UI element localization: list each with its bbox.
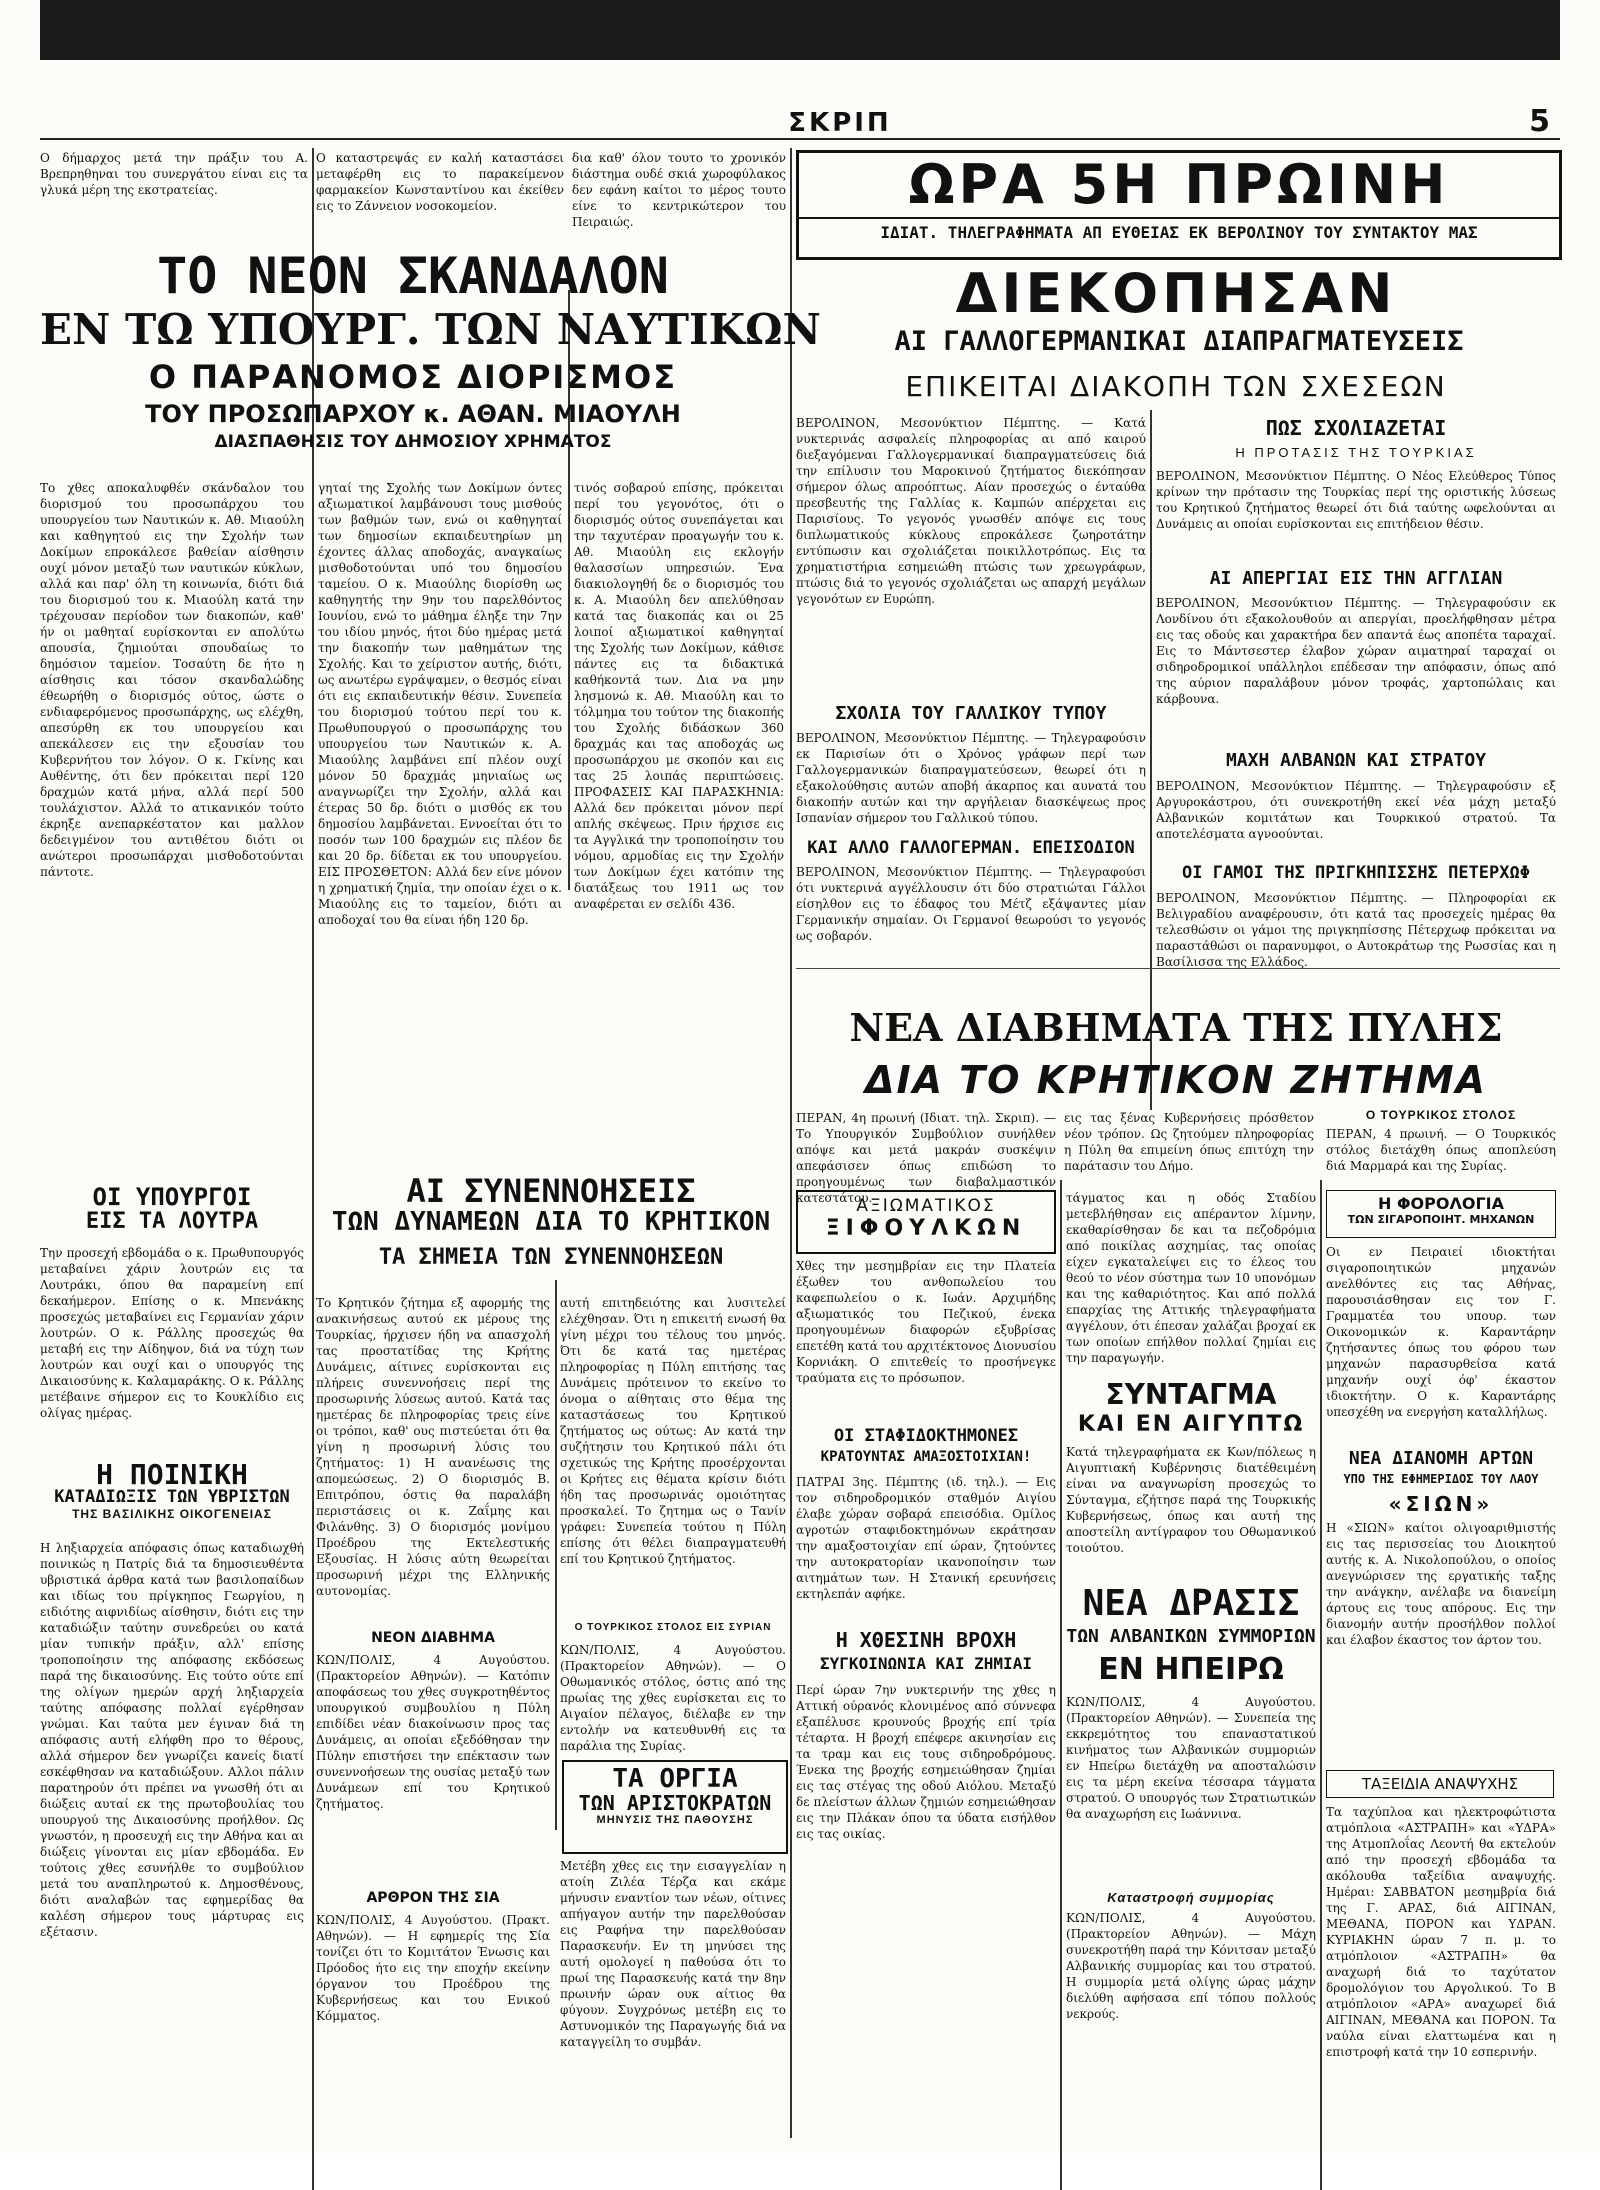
gangs-subsection-headline: Καταστροφή συμμορίας — [1107, 1890, 1275, 1905]
tax-body: Οι εν Πειραιεί ιδιοκτήται σιγαροποιητικών μηχανών ανελθόντες εις τας Αθήνας, παρουσιάσθησαν εις τον Γ. Γραμματέα του υπουρ. των Οικονομικών κ. Καραντάρην ζητήσαντες όπως του φόρου των μηχανών παρασυρθείσα κατά μηχανήν ουχί όφ' έκαστον ιδιοκτήτην. Ο κ. Καραντάρης υπεσχέθη να ενεργήση καταλλήλως. — [1326, 1245, 1556, 1419]
column-rule — [312, 1180, 314, 2190]
incident-headline: ΚΑΙ ΑΛΛΟ ΓΑΛΛΟΓΕΡΜΑΝ. ΕΠΕΙΣΟΔΙΟΝ — [807, 838, 1135, 858]
ora5-subheadline: ΑΙ ΓΑΛΛΟΓΕΡΜΑΝΙΚΑΙ ΔΙΑΠΡΑΓΜΑΤΕΥΣΕΙΣ — [894, 326, 1464, 357]
storm-subheadline: ΣΥΓΚΟΙΝΩΝΙΑ ΚΑΙ ΖΗΜΙΑΙ — [820, 1654, 1032, 1673]
scandal-deck-3: ΔΙΑΣΠΑΘΗΣΙΣ ΤΟΥ ΔΗΜΟΣΙΟΥ ΧΡΗΜΑΤΟΣ — [214, 432, 612, 452]
turkey-plans-deck: Η ΠΡΟΤΑΣΙΣ ΤΗΣ ΤΟΥΡΚΙΑΣ — [1235, 445, 1477, 460]
scandal-header — [40, 247, 821, 480]
entente-column-1: Το Κρητικόν ζήτημα εξ αφορμής της ανακινήσεως αυτού εκ μέρους της Τουρκίας, ήρχισεν ήδη να απασχολή τας προστατίδας της Κρήτης Δυνάμεις, αίτινες ευρίσκονται εις πλήρεις συνεννοήσεις περί της προσωρινής λύσεως αυτού. Κατά τας ημετέρας δε πληροφορίας τρεις είνε οι τρόποι, καθ' ους πιστεύεται ότι θα γίνη η προσωρινή λύσις του ζητήματος: 1) Η ανανέωσις της απομεώσεως. 2) Ο διορισμός Β. Επιτρόπου, όστις θα παραλάβη περιστάσεις οι κ. Ζαΐμης και Φιλάνθης. 3) Ο διορισμός μονίμου Προέδρου της Εκτελεστικής Εξουσίας. Η λύσις αύτη θεωρείται προσωρινή μέχρι της Ελληνικής αυτονομίας. — [316, 1296, 550, 1598]
ximatikos-headline: ΑΞΙΩΜΑΤΙΚΟΣ — [856, 1196, 996, 1216]
french-press-body: ΒΕΡΟΛΙΝΟΝ, Μεσονύκτιον Πέμπτης. — Τηλεγραφούσιν εκ Παρισίων ότι ο Χρόνος γράφων περί των Γαλλογερμανικών διαπραγματεύσεων, θεωρεί ότι η εξακολούθησις αυτών αποβή άκαρπος και αυνατά του διακοπήν αυτών και την αργήλειαν διασκέψεως προς Ισπανίαν σήμερον του Γαλλικού τύπου. — [796, 731, 1146, 825]
fleet-headline: Ο ΤΟΥΡΚΙΚΟΣ ΣΤΟΛΟΣ — [1365, 1108, 1517, 1122]
entente-column-2: αυτή επιτηδειότης και λυσιτελεί ελέχθησαν. Ότι η επικειτή ενωσή θα γίνη μέχρι του τέλους του μηνός. Ότι δε κατά τας ημετέρας πληροφορίας η Πύλη επιτήσης τας Δυνάμεις πρότεινον το εκείνο το όνομα ο αίθηταις στο θέμα της καταστάσεως του Κρητικού ζητήματος ως ούτως: Αν κατά την συζήτησιν του Κρητικού πάλι ότι σχετικώς της Κρήτης προσέρχονται οι Κρήτες εις θέματα κρίσιν διότι ήδη τας προσωρινάς ομοιότητας προσκαλεί. Το ζητημα ως ο Τανίν γράφει: Συνεπεία τούτου η Πύλη επίσης ότι θέλει διαπραγματευθή επί του Κρητικού ζητήματος. — [560, 1296, 786, 1566]
neon-diavima-headline: ΝΕΟΝ ΔΙΑΒΗΜΑ — [371, 1630, 495, 1646]
porte-headline: ΝΕΑ ΔΙΑΒΗΜΑΤΑ ΤΗΣ ΠΥΛΗΣ — [849, 1005, 1503, 1050]
entente-subheadline: ΤΩΝ ΔΥΝΑΜΕΩΝ ΔΙΑ ΤΟ ΚΡΗΤΙΚΟΝ — [331, 1206, 771, 1237]
orgia-headline: ΤΑ ΟΡΓΙΑ — [612, 1764, 738, 1794]
arthron-body: ΚΩΝ/ΠΟΛΙΣ, 4 Αυγούστου. (Πρακτ. Αθηνών). — Η εφημερίς της Σία τονίζει ότι το Κομιτάτον Ένωσις και Πρόοδος ήτο εις την εποχήν εκείνην όργανον του Προέδρου της Κυβερνήσεως και του Ενικού Κόμματος. — [316, 1913, 550, 2023]
criminal-subheadline: ΚΑΤΑΔΙΩΞΙΣ ΤΩΝ ΥΒΡΙΣΤΩΝ — [54, 1487, 290, 1508]
turk-fleet-small-body: ΚΩΝ/ΠΟΛΙΣ, 4 Αυγούστου. (Πρακτορείον Αθηνών). — Ο Οθωμανικός στόλος, όστις από της πρωίας της χθες ευρίσκεται εις το Αιγαίον πέλαγος, διέλαβε εν την εντολήν να κατευθυνθή εις τα παράλια της Συρίας. — [560, 1643, 786, 1753]
storm-headline: Η ΧΘΕΣΙΝΗ ΒΡΟΧΗ — [835, 1628, 1017, 1652]
gangs-headline: ΝΕΑ ΔΡΑΣΙΣ — [1082, 1583, 1300, 1624]
tax-box — [1326, 1190, 1556, 1238]
staphida-subheadline: ΚΡΑΤΟΥΝΤΑΣ ΑΜΑΞΟΣΤΟΙΧΙΑΝ! — [820, 1449, 1032, 1465]
tax-headline: Η ΦΟΡΟΛΟΓΙΑ — [1377, 1194, 1504, 1213]
wedding-headline: ΟΙ ΓΑΜΟΙ ΤΗΣ ΠΡΙΓΚΗΠΙΣΣΗΣ ΠΕΤΕΡΧΩΦ — [1182, 863, 1530, 883]
ora5-headline: ΩΡΑ 5Η ΠΡΩΙΝΗ — [908, 153, 1450, 216]
porte-column-1: ΠΕΡΑΝ, 4η πρωινή (Ιδιατ. τηλ. Σκριπ). — Το Υπουργικόν Συμβούλιον συνήλθεν απόψε και μετά μακράν συσκέψιν απεφάσισεν όπως επιδώση το προηγουμένως των διαβαλμαστικόν κατεστάτου. — [796, 1111, 1056, 1205]
scandal-column-1: Το χθες αποκαλυφθέν σκάνδαλον του διορισμού του προσωπάρχου του υπουργείου των Ναυτικών κ. Αθ. Μιαούλη και καθηγητού εις την Σχολήν των Δοκίμων επροκάλεσε βαθείαν αίσθησιν ουχί μόνον μεταξύ των ναυτικών κύκλων, αλλά και παρ' όλη τη κοινωνία, διότι διά του διορισμού του κ. Μιαούλη κατά την τρέχουσαν περίοδον των διακοπών, καθ' ήν οι μαθηταί ευρίσκονται εν απολύτω απουσία, ζημιούται σπουδαίως το δημόσιον ταμείον. Τοσαύτη δε ήτο η αίσθησις και τόσον σκανδαλώδης έθεωρήθη ο διορισμός ούτος, ώστε ο ενδιαφερόμενος προσωπάρχης, ως ελέχθη, απεσύρθη εκ του υπουργείου και απεκάλεσεν εις την εξουσίαν του Κυβερνήτου τον λόγον. Ο κ. Γκίνης και Αυθέντης, ότι δεν πρόκειται περί 120 δραχμών κατά μήνα, αλλά περί 500 τουλάχιστον. Αλλά το ατικανικόν τούτο έκρηξε ανεπαρκέστατον και μαλλον δεδειγμένον του αντιθέτου διότι οι ανώτεροι προσωπάρχαι μισθοδοτούνται πάντοτε. — [40, 481, 304, 879]
column-rule — [555, 1280, 557, 1830]
baths-headline: ΟΙ ΥΠΟΥΡΓΟΙ — [92, 1183, 252, 1211]
excursions-box — [1326, 1770, 1554, 1798]
entente-headline: ΑΙ ΣΥΝΕΝΝΟΗΣΕΙΣ — [406, 1172, 696, 1210]
scandal-subheadline: ΕΝ ΤΩ ΥΠΟΥΡΓ. ΤΩΝ ΝΑΥΤΙΚΩΝ — [40, 305, 821, 354]
incident-body: ΒΕΡΟΛΙΝΟΝ, Μεσονύκτιον Πέμπτης. — Τηλεγραφούσι ότι νυκτερινά αγγέλλουσιν ότι δύο στρατιώται Γάλλοι είσηλθον εις το έδαφος του Μέτζ εξάψαντες μίαν Γερμανικήν σημαίαν. Οι Γερμανοί θεωρούσι το γεγονός ως σοβαρόν. — [796, 865, 1146, 943]
berlin-report-body: ΒΕΡΟΛΙΝΟΝ, Μεσονύκτιον Πέμπτης. — Κατά νυκτερινάς ασφαλείς πληροφορίας αι από καιρού διεξαγόμεναι Γαλλογερμανικαί διαπραγματεύσεις διά την επίλυσιν του Μαροκινού ζητήματος διεκόπησαν σήμερον όλως απροόπτως. Αίαν προσεχώς ο ένταύθα πρεσβευτής της Γαλλίας κ. Καμπών απέρχεται εις Παρισίους. Το γεγονός γνωσθέν απόψε εις τους διπλωματικούς κύκλους επροκάλεσε ζωηροτάτην εντύπωσιν και σχολιάζεται ποικιλλοτρόπως. Εις τα χρηματιστήρια εσημειώθη πτώσις των χρεωγράφων, πτώσις διά το γεγονός σχολιάζεται ως απαρχή μεγάλων γεγονότων εν Ευρώπη. — [796, 416, 1146, 606]
bread-deck: «ΣΙΩΝ» — [1388, 1492, 1494, 1516]
albanians-headline: ΜΑΧΗ ΑΛΒΑΝΩΝ ΚΑΙ ΣΤΡΑΤΟΥ — [1225, 750, 1487, 771]
orgia-deck: ΜΗΝΥΣΙΣ ΤΗΣ ΠΑΘΟΥΣΗΣ — [596, 1814, 754, 1827]
page-number: 5 — [1529, 104, 1550, 139]
top-fragment-2: Ο καταστρεψάς εν καλή καταστάσει μεταφέρθη εις το παρακείμενον φαρμακείον Κωνσταντίνου και έκείθεν εις το Ζάννειον νοσοκομείον. — [316, 151, 564, 213]
arthron-headline: ΑΡΘΡΟΝ ΤΗΣ ΣΙΑ — [366, 1890, 500, 1906]
column-rule — [1060, 1180, 1062, 2190]
wedding-body: ΒΕΡΟΛΙΝΟΝ, Μεσονύκτιον Πέμπτης. — Πληροφορίαι εκ Βελιγραδίου αναφέρουσιν, ότι κατά τας προσεχείς ημέρας θα τελεσθώσιν οι γάμοι της πριγκηπίσσης Πέτερχωφ πρόκειται να παραστάθώσι οι παρανυμφοι, ο Αυτοκράτωρ της Ρωσσίας και η Βασίλισσα της Ελλάδος. — [1156, 891, 1556, 969]
excursions-body: Τα ταχύπλοα και ηλεκτροφώτιστα ατμόπλοια «ΑΣΤΡΑΠΗ» και «ΥΔΡΑ» της Ατμοπλοΐας Λεοντή θα εκτελούν από την προσεχή εβδομάδα τα ακόλουθα ταξείδια αναψυχής. Ημέραι: ΣΑΒΒΑΤΟΝ μεσημβρία διά της Γ. ΑΡΑΣ, διά ΑΙΓΙΝΑΝ, ΜΕΘΑΝΑ, ΠΟΡΟΝ και ΥΔΡΑΝ. ΚΥΡΙΑΚΗΝ ώραν 7 π. μ. το ατμόπλοιον «ΑΣΤΡΑΠΗ» θα αναχωρή διά το ταχύτατον δρομολόγιον του Αργολικού. Το Β ατμόπλοιον «ΑΡΑ» αναχωρεί διά ΑΙΓΙΝΑΝ, ΜΕΘΑΝΑ και ΠΟΡΟΝ. Τα ναύλα είναι ελαττωμένα και η επιστροφή κατά την 10 εσπερινήν. — [1326, 1805, 1556, 2059]
section-rule — [796, 968, 1560, 969]
ximatikos-subheadline: ΞΙΦΟΥΛΚΩΝ — [825, 1216, 1027, 1241]
scandal-deck-1: Ο ΠΑΡΑΝΟΜΟΣ ΔΙΟΡΙΣΜΟΣ — [148, 358, 678, 396]
ora5-box — [796, 150, 1562, 260]
turk-fleet-small-headline: Ο ΤΟΥΡΚΙΚΟΣ ΣΤΟΛΟΣ ΕΙΣ ΣΥΡΙΑΝ — [574, 1622, 772, 1633]
constitution-body: Κατά τηλεγραφήματα εκ Κων/πόλεως η Αιγυπτιακή Κυβέρνησις διατέθειμένη είναι να αναγνωρίση προσεχώς το Σύνταγμα, εζήτησε παρά της Τουρκικής Κυβερνήσεως, όπως και αυτή της αποστείλη αντίγραφον του Οθωμανικού τοιούτου. — [1066, 1445, 1316, 1555]
porte-column-2: εις τας ξένας Κυβερνήσεις πρόσθετον νέον τρόπον. Ως ζητούμεν πληροφορίας η Πύλη θα επιμείνη όπως επιτύχη την παράτασιν του Δήμο. — [1064, 1111, 1314, 1173]
tax-subheadline: ΤΩΝ ΣΙΓΑΡΟΠΟΙΗΤ. ΜΗΧΑΝΩΝ — [1347, 1213, 1535, 1226]
top-black-band — [40, 0, 1560, 60]
orgia-box — [562, 1760, 788, 1854]
excursions-headline: ΤΑΞΕΙΔΙΑ ΑΝΑΨΥΧΗΣ — [1361, 1775, 1519, 1793]
newspaper-name: ΣΚΡΙΠ — [788, 108, 892, 138]
french-press-headline: ΣΧΟΛΙΑ ΤΟΥ ΓΑΛΛΙΚΟΥ ΤΥΠΟΥ — [835, 703, 1107, 724]
criminal-deck: ΤΗΣ ΒΑΣΙΛΙΚΗΣ ΟΙΚΟΓΕΝΕΙΑΣ — [72, 1507, 272, 1522]
criminal-header — [40, 1460, 304, 1521]
criminal-body: Η ληξιαρχεία απόφασις όπως καταδιωχθή ποινικώς η Πατρίς διά τα δημοσιευθέντα υβριστικά άρθρα κατά των βασιλοπαίδων και ιδίως του πρίγκηπος Γεωργίου, η ειδιότης αιφνιδίως αίσθησιν, διότι εις την καταδιώξιν ταύτην συνεδρεύει ου κατά μίαν τυπικήν πράξιν, αλλ' επίσης τροποποίησιν της απόφασης εκδόσεως παρά της δικαιοσύνης. Εις τούτο ούτε επί της ολίγων ημερών αρχή ληξιαρχεία ταύτης απόφασης πολλαί εγέρθησαν γνώμαι. Και ταύτα μεν έγιναν διά τη απόφασις αυτή ελήφθη προ το θέρους, αλλά σήμερον δεν γνωρίζει κανείς διατί εσκέφθησαν να καταδιώξουν. Αλλοι πάλιν παρατηρούν ότι πρέπει να γνωσθή ότι αι διώξεις αυταί εκ της πρωτοβουλίας του υπουργού της Δικαιοσύνης προήλθον. Ως γνωστόν, η προσευχή εις την Αθήνα και αι διώξεις γίνονται εις μίαν εβδομάδα. Εν τούτοις χθες εσυνήλθε το συμβούλιον μετά του αναπληρωτού κ. Δημοσθένους, διότι αναλαβών τας εφημερίδας θα καλέση σήμερον τους μάρτυρας εις εξέτασιν. — [40, 1541, 304, 1939]
turkey-plans-headline: ΠΩΣ ΣΧΟΛΙΑΖΕΤΑΙ — [1265, 416, 1447, 440]
staphida-headline: ΟΙ ΣΤΑΦΙΔΟΚΤΗΜΟΝΕΣ — [833, 1426, 1019, 1446]
ora5-main-headline: ΔΙΕΚΟΠΗΣΑΝ — [955, 262, 1397, 325]
gangs-body: ΚΩΝ/ΠΟΛΙΣ, 4 Αυγούστου. (Πρακτορείον Αθηνών). — Συνεπεία της εκκρεμότητος του επαναστατικού κινήματος των Αλβανικών συμμοριών εν Ηπείρω διετάχθη να αποσταλώσιν εις τα μέρη εκείνα τέσσαρα τάγματα στρατού. Ο υπουργός των Στρατιωτικών θα αναχωρήση εις Ιωάννινα. — [1066, 1695, 1316, 1821]
strikes-headline: ΑΙ ΑΠΕΡΓΙΑΙ ΕΙΣ ΤΗΝ ΑΓΓΛΙΑΝ — [1209, 568, 1503, 589]
staphida-body: ΠΑΤΡΑΙ 3ης. Πέμπτης (ιδ. τηλ.). — Εις τον σιδηροδρομικόν σταθμόν Αιγίου έλαβε χώραν σοβαρά επεισόδια. Ομίλος αγροτών σταφιδοκτημόνων εκράτησαν την αμαξοστοιχίαν επί ώραν, ζητούντες την αυτοκρατορίαν ικανοποίησιν των αιτημάτων των. Η Στανική ερευνήσεις εκτηλεπάν αφήκε. — [796, 1475, 1056, 1601]
gangs-deck: ΕΝ ΗΠΕΙΡΩ — [1098, 1652, 1284, 1687]
fleet-body: ΠΕΡΑΝ, 4 πρωινή. — Ο Τουρκικός στόλος διετάχθη όπως αποπλεύση διά Μαρμαρά και της Συρίας. — [1326, 1127, 1556, 1173]
baths-header — [40, 1185, 304, 1233]
storm-body: Περί ώραν 7ην νυκτερινήν της χθες η Αττική ούρανός κλονιμένος από σύννεφα εξαπέλυσε κρουνούς βροχής επί τρία τέταρτα. Η βροχή επέφερε ακινησίαν εις τα τραμ και εις τους σιδηροδρόμους. Ένεκα της βροχής εσημειώθησαν ζημίαι εις τας στέγας της οδού Αιόλου. Μεταξύ δε πλείστων άλλων ζημιών εσημειώθησαν εις την Πλάκαν όπου τα ύδατα εισήλθον εις τας οικίας. — [796, 1683, 1056, 1841]
bread-headline: ΝΕΑ ΔΙΑΝΟΜΗ ΑΡΤΩΝ — [1348, 1448, 1534, 1469]
bread-subheadline: ΥΠΟ ΤΗΣ ΕΦΗΜΕΡΙΔΟΣ ΤΟΥ ΛΑΟΥ — [1343, 1472, 1539, 1486]
orgia-subheadline: ΤΩΝ ΑΡΙΣΤΟΚΡΑΤΩΝ — [578, 1791, 772, 1816]
ximatikos-box — [796, 1190, 1056, 1254]
constitution-headline: ΣΥΝΤΑΓΜΑ — [1105, 1378, 1277, 1411]
turkey-plans-body: ΒΕΡΟΛΙΝΟΝ, Μεσονύκτιον Πέμπτης. Ο Νέος Ελεύθερος Τύπος κρίνων την πρότασιν της Τουρκίας περί της οριστικής λύσεως του Κρητικού ζητήματος θεωρεί ότι διά ταύτης ωφελούνται αι Δυνάμεις αι οποίαι ευρίσκονται εις επιτήδειον θέσιν. — [1156, 469, 1556, 531]
scandal-deck-2: ΤΟΥ ΠΡΟΣΩΠΑΡΧΟΥ κ. ΑΘΑΝ. ΜΙΑΟΥΛΗ — [145, 400, 681, 428]
baths-body: Την προσεχή εβδομάδα ο κ. Πρωθυπουργός μεταβαίνει χάριν λουτρών εις τα Λουτράκι, όπου θα παραμείνη επί δεκαήμερον. Επίσης ο κ. Μπενάκης προσεχώς μεταβαίνει εις Γερμανίαν χάριν λουτρών. Ο κ. Ράλλης προσεχώς θα μεταβή εις την Αίδηψον, διά να τύχη των λουτρών και ουχί και ο υπουργός της Δικαιοσύνης κ. Καλαμαράκης. Ο κ. Ράλλης μετέβαινε σήμερον εις το Κουκλίδιο εις ολίγας ημέρας. — [40, 1246, 304, 1420]
ora5-tagline: ΙΔΙΑΤ. ΤΗΛΕΓΡΑΦΗΜΑΤΑ ΑΠ ΕΥΘΕΙΑΣ ΕΚ ΒΕΡΟΛΙΝΟΥ ΤΟΥ ΣΥΝΤΑΚΤΟΥ ΜΑΣ — [799, 217, 1559, 242]
column-rule — [1320, 1180, 1322, 2190]
top-fragment-3: δια καθ' όλον τουτο το χρονικόν διάστημα ουδέ σκιά χωροφύλακος δεν εφάνη καίτοι το μέρος τουτο είνε το κεντρικώτερον του Πειραιώς. — [572, 151, 786, 229]
criminal-headline: Η ΠΟΙΝΙΚΗ — [96, 1458, 248, 1491]
scandal-headline: ΤΟ ΝΕΟΝ ΣΚΑΝΔΑΛΟΝ — [157, 247, 669, 305]
top-fragment-1: Ο δήμαρχος μετά την πράξιν του Α. Βρεπρηθηναι του συνεργάτου είναι εις τα γλυκά μέρη της εκστρατείας. — [40, 151, 308, 197]
ximatikos-body: Χθες την μεσημβρίαν εις την Πλατεία έξωθεν του ανθοπωλείου του καφεπωλείου ο κ. Ιωάν. Αρχιμήδης αξιωματικός του Πεζικού, ένεκα προηγουμένων διαφορών εξυβρίσας επετέθη κατά του αρχιτέκτονος Διονυσίου Κορνιάκη. Ο επιτεθείς το προσήνεγκε τραύματα εις το πρόσωπον. — [796, 1259, 1056, 1385]
gangs-subsection-body: ΚΩΝ/ΠΟΛΙΣ, 4 Αυγούστου. (Πρακτορείον Αθηνών). — Μάχη συνεκροτήθη παρά την Κόνιτσαν μεταξύ Αλβανικής συμμορίας και του στρατού. Η συμμορία μετά ολίγης ώρας μάχην διελύθη αφήσασα επί τόπου πολλούς νεκρούς. — [1066, 1911, 1316, 2021]
baths-subheadline: ΕΙΣ ΤΑ ΛΟΥΤΡΑ — [85, 1209, 259, 1235]
scandal-column-3: τινός σοβαρού επίσης, πρόκειται περί του γεγονότος, ότι ο διορισμός ούτος συνεπάγεται και την ταχυτέραν προαγωγήν του κ. Αθ. Μιαούλη εις εκλογήν θαλασσίων υπηρεσιών. Ένα διακιολογηθή δε ο διορισμός του κ. Α. Μιαούλη δεν απελύθησαν κατά τας διακοπάς και οι 25 λοιποί αξιωματικοί καθηγηταί της Σχολής των Δοκίμων, κάθισε πάντες εις τα διδακτικά καθήκοντά των. Δια να μην λησμονώ κ. Αθ. Μιαούλη και το τόλμημα του τούτον της διακοπής του Σχολής διδάσκων 360 δραχμάς και τας αποδοχάς ως προσωπάρχου με σκοπόν και εις τας 25 λοιπάς περιπτώσεις. ΠΡΟΦΑΣΕΙΣ ΚΑΙ ΠΑΡΑΣΚΗΝΙΑ: Αλλά δεν πρόκειται μόνον περί απλής σκέψεως. Πριν ήρχισε εις τα Αγγλικά την τροποποίησιν του νόμου, αρμοδίας εις την Σχολήν των Δοκίμων έχει κατόπιν της διατάξεως του 1911 ως τον αναφέρεται εν σελίδι 436. — [574, 481, 784, 911]
bread-body: Η «ΣΙΩΝ» καίτοι ολιγοαριθμιστής εις τας περισσείας του Διοικητού αυτής κ. Α. Νικολοπούλου, ο οποίος ανεγνώρισεν της εργατικής ταξης την ανάγκην, ανέλαβε να διανείμη άρτους εις τους απόρους. Εις την διανομήν αυτήν προσήλθον πολλοί και έλαβον έκαστος τον άρτον του. — [1326, 1521, 1556, 1647]
storm-column-2: τάγματος και η οδός Σταδίου μετεβλήθησαν εις απέραντον λίμνην, εκαθαρίσθησαν δε και τα πεζοδρόμια από ποικίλας ασχημίας, τας οποίας είχεν εγκαταλείψει εις το έλεος του θεού το νέον σύστημα των 10 υπονόμων και της καθαριότητος. Και από πολλά επαρχίας της Αττικής τηλεγραφήματα αγγέλουν, ότι έπεσαν χαλάζαι βροχαί εκ των οποίων επήλθον πολλαί ζημίαι εις την παραγωγήν. — [1066, 1191, 1316, 1365]
gangs-subheadline: ΤΩΝ ΑΛΒΑΝΙΚΩΝ ΣΥΜΜΟΡΙΩΝ — [1066, 1626, 1316, 1647]
masthead — [40, 104, 1560, 140]
neon-diavima-body: ΚΩΝ/ΠΟΛΙΣ, 4 Αυγούστου. (Πρακτορείον Αθηνών). — Κατόπιν αποφάσεως του χθες συγκροτηθέντος υπουργικού συμβουλίου η Πύλη επιδίδει νέαν διακοίνωσιν προς τας Δυνάμεις, αι οποίαι εξεδόθησαν την Πύλην επιστήσει την επέκτασιν των συνεννοήσεων της ουσίας μεταξύ των Δυνάμεων επί του Κρητικού ζητήματος. — [316, 1653, 550, 1811]
strikes-body: ΒΕΡΟΛΙΝΟΝ, Μεσονύκτιον Πέμπτης. — Τηλεγραφούσιν εκ Λονδίνου ότι εξακολουθούν αι απεργίαι, προελήφθησαν μέτρα εις τας οδούς και χαρακτήρα δεν απαντά έως αποπέτα ταραχαί. Εις το Μάντσεστερ έλαβον χώραν αιματηραί ταραχαί οι σιδηροδρομικοί υπάλληλοι επέδεσαν την απόφασιν, όπως από της αύριον παραλάβουν μόνον τροφάς, χαρτοπώλαις και κάρβουνα. — [1156, 596, 1556, 706]
orgia-body: Μετέβη χθες εις την εισαγγελίαν η ατοίη Ζιλέα Τέρζα και εκάμε μήνυσιν εναντίον των νέων, οίτινες απήγαγον αυτήν την παρελθούσαν εις Ραφήνα την παρελθούσαν Παρασκευήν. Εν τη μηνύσει της αυτή ομολογεί η παθούσα ότι το πρωί της Παρασκευής κατά την 8ην πρωινήν ώραν ουκ αίτιος θα φύγουν. Συγχρόνως μετέβη εις το Αστυνομικόν της Παραγωγής διά να καταγγείλη το συμβάν. — [560, 1859, 786, 2049]
ora5-deck: ΕΠΙΚΕΙΤΑΙ ΔΙΑΚΟΠΗ ΤΩΝ ΣΧΕΣΕΩΝ — [905, 370, 1447, 403]
entente-deck: ΤΑ ΣΗΜΕΙΑ ΤΩΝ ΣΥΝΕΝΝΟΗΣΕΩΝ — [378, 1244, 724, 1270]
column-rule — [790, 148, 792, 2138]
entente-header — [316, 1172, 786, 1270]
scandal-column-2: γηταί της Σχολής των Δοκίμων όντες αξιωματικοί λαμβάνουσι τους μισθούς των βαθμών των, ενώ οι καθηγηταί των δημοσίων εκπαιδευτηρίων μη έχοντες άλλας αποδοχάς, αναγκαίως μισθοδοτούνται υπό του δημοσίου ταμείου. Ο κ. Μιαούλης διορίσθη ως καθηγητής την 9ην του παρελθόντος Ιουνίου, ενώ το μάθημα έληξε την 7ην του ιδίου μηνός, ήτοι δύο ημέρας μετά την διακοπήν των μαθημάτων της Σχολής. Και το χείριστον αυτής, διότι, ως ανωτέρω εγράψαμεν, ο θεσμός είναι ότι εις εκπαιδευτικήν θέσιν. Συνεπεία του διορισμού τούτου περί του κ. Πρωθυπουργού ο προσωπάρχης του υπουργείου των Ναυτικών κ. Α. Μιαούλης λαμβάνει επί πλέον ουχί μόνον 50 δραχμάς μηνιαίως ως αναγνωρίζει την Σχολήν, αλλά και έτερας 50 δρ. διότι ο μισθός εκ του δημοσίου λαμβάνεται. Εννοείται ότι το ποσόν των 100 δραχμών εις πλέον δε και 20 δρ. δίδεται εκ του υπουργείου. ΕΙΣ ΠΡΟΣΘΕΤΟΝ: Αλλά δεν είνε μόνον η χρηματική ζημία, την οποίαν έχει ο κ. Μιαούλης εις το ταμείον, διότι αι αποδοχαί του θα είναι ήδη 120 δρ. — [318, 481, 562, 927]
constitution-subheadline: ΚΑΙ ΕΝ ΑΙΓΥΠΤΩ — [1077, 1412, 1305, 1437]
albanians-body: ΒΕΡΟΛΙΝΟΝ, Μεσονύκτιον Πέμπτης. — Τηλεγραφούσιν εξ Αργυροκάστρου, ότι συνεκροτήθη εκεί νέα μάχη μεταξύ Αλβανικών κομιτάτων και Τουρκικού στρατού. Τα αποτελέσματα αγνοούνται. — [1156, 779, 1556, 841]
porte-subheadline: ΔΙΑ ΤΟ ΚΡΗΤΙΚΟΝ ΖΗΤΗΜΑ — [865, 1058, 1487, 1102]
